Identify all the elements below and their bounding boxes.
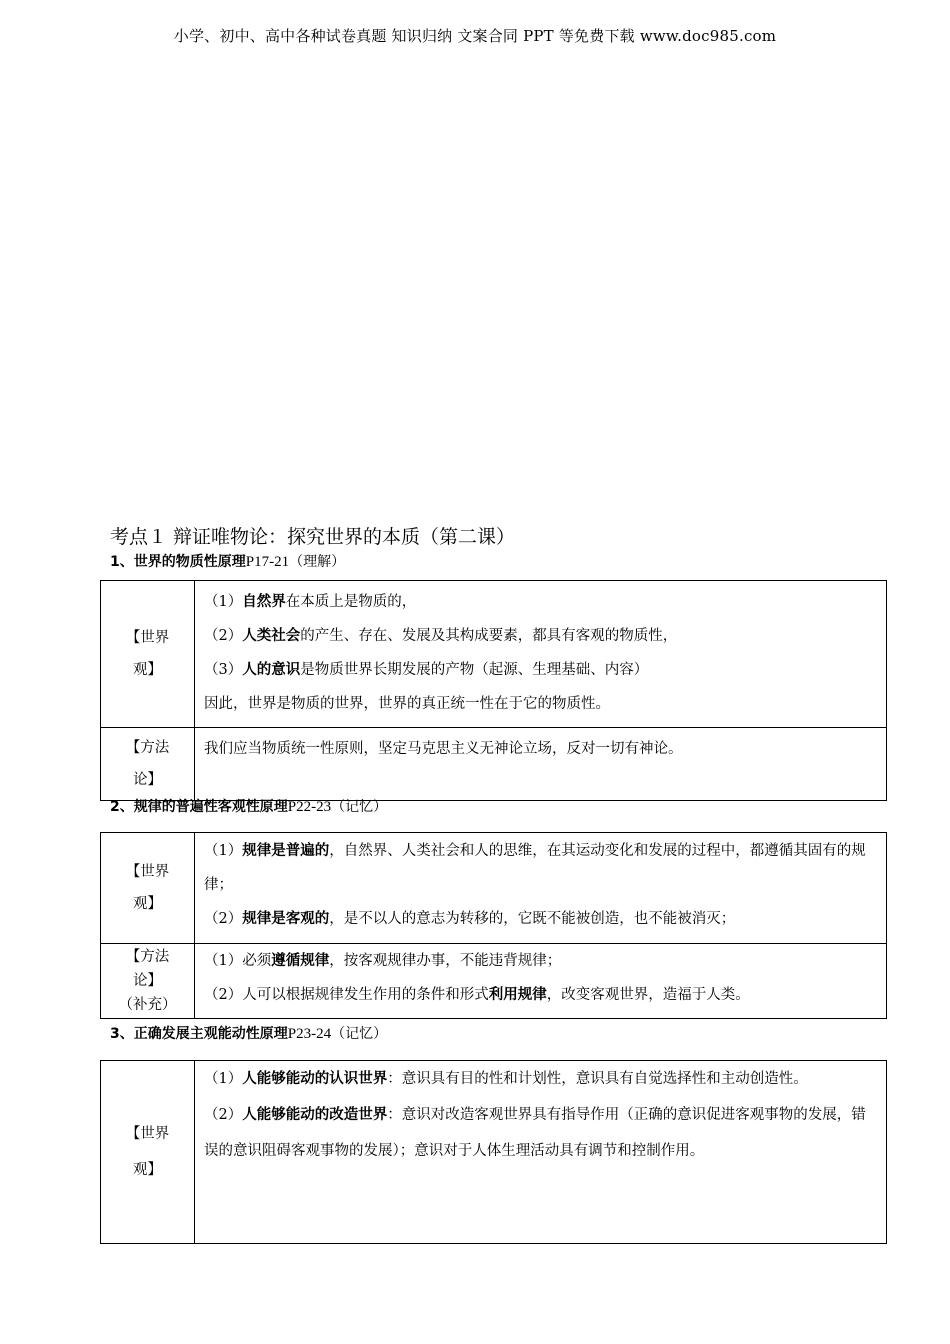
section-note: （记忆） — [331, 799, 388, 815]
page-ref: P22-23 — [287, 799, 332, 815]
worldview-label: 【世界 观】 — [101, 1061, 195, 1244]
section-name: 正确发展主观能动性原理 — [133, 1026, 288, 1042]
worldview-line: （1）规律是普遍的，自然界、人类社会和人的思维，在其运动变化和发展的过程中，都遵循其固有的规律； — [204, 843, 866, 893]
section-name: 规律的普遍性客观性原理 — [133, 799, 288, 815]
method-line: （1）必须遵循规律，按客观规律办事，不能违背规律； — [204, 953, 562, 969]
section-number: 3、 — [110, 1026, 134, 1042]
method-label: 【方法 论】 — [101, 728, 195, 801]
page-ref: P23-24 — [287, 1026, 332, 1042]
method-content — [195, 944, 887, 1019]
worldview-line: （1）人能够能动的认识世界：意识具有目的性和计划性，意识具有自觉选择性和主动创造性。 — [204, 1071, 808, 1087]
section-name: 世界的物质性原理 — [133, 554, 246, 570]
section-heading-3 — [110, 1023, 387, 1043]
method-line: 我们应当物质统一性原则，坚定马克思主义无神论立场，反对一切有神论。 — [204, 741, 683, 757]
method-content — [195, 728, 887, 801]
section-note: （理解） — [289, 554, 346, 570]
worldview-line: （1）自然界在本质上是物质的， — [204, 594, 417, 610]
method-line: （2）人可以根据规律发生作用的条件和形式利用规律，改变客观世界，造福于人类。 — [204, 987, 750, 1003]
worldview-line: （2）人能够能动的改造世界：意识对改造客观世界具有指导作用（正确的意识促进客观事物的发展，错误的意识阻碍客观事物的发展）；意识对于人体生理活动具有调节和控制作用。 — [204, 1107, 866, 1159]
worldview-line: 因此，世界是物质的世界，世界的真正统一性在于它的物质性。 — [204, 696, 610, 712]
method-label: 【方法 论】 （补充） — [101, 944, 195, 1019]
worldview-line: （2）人类社会的产生、存在、发展及其构成要素，都具有客观的物质性， — [204, 628, 678, 644]
principle-table-3 — [100, 1060, 887, 1244]
worldview-line: （3）人的意识是物质世界长期发展的产物（起源、生理基础、内容） — [204, 662, 649, 678]
section-heading-2 — [110, 796, 387, 816]
worldview-label: 【世界 观】 — [101, 581, 195, 728]
worldview-label: 【世界 观】 — [101, 833, 195, 944]
worldview-line: （2）规律是客观的，是不以人的意志为转移的，它既不能被创造，也不能被消灭； — [204, 911, 736, 927]
worldview-content — [195, 833, 887, 944]
section-number: 2、 — [110, 799, 134, 815]
section-number: 1、 — [110, 554, 134, 570]
principle-table-2 — [100, 832, 887, 1019]
page-header: 小学、初中、高中各种试卷真题 知识归纳 文案合同 PPT 等免费下载 www.doc985.com — [173, 27, 777, 45]
page-ref: P17-21 — [245, 554, 290, 570]
principle-table-1 — [100, 580, 887, 801]
page-title: 考点１ 辩证唯物论：探究世界的本质（第二课） — [110, 526, 516, 548]
section-note: （记忆） — [331, 1026, 388, 1042]
section-heading-1 — [110, 551, 345, 571]
worldview-content — [195, 1061, 887, 1244]
worldview-content — [195, 581, 887, 728]
